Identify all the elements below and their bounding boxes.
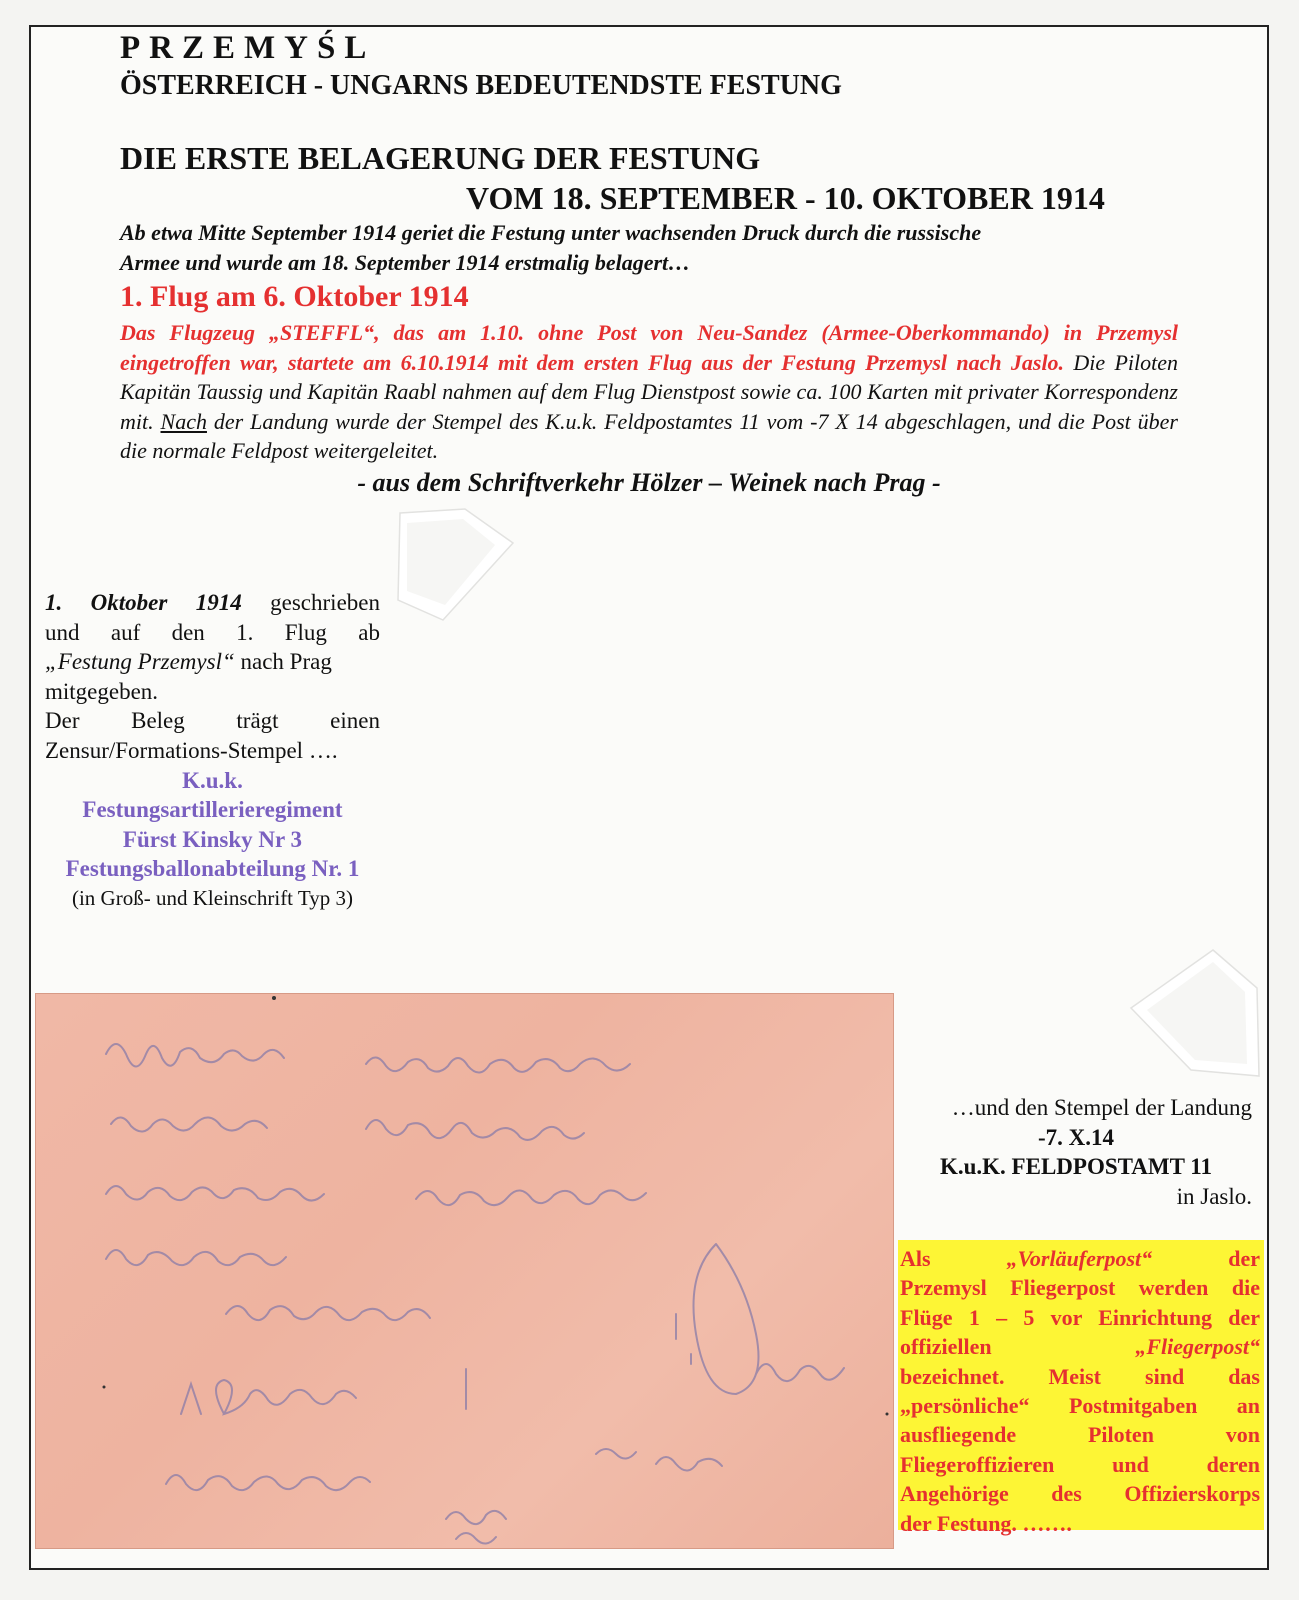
flight-description-underlined: Nach — [160, 408, 207, 434]
flight-heading: 1. Flug am 6. Oktober 1914 — [120, 280, 469, 313]
left-caption-date: 1. Oktober 1914 — [45, 590, 242, 615]
stamp-text-line-4: Festungsballonabteilung Nr. 1 — [65, 856, 360, 882]
note-line-4: offiziellen „Fliegerpost“ — [900, 1334, 1260, 1360]
intro-line-2: Armee und wurde am 18. September 1914 erstmalig belagert… — [120, 250, 691, 275]
left-caption-line-4: mitgegeben. — [45, 678, 159, 704]
note-line-5: bezeichnet. Meist sind das — [900, 1363, 1260, 1389]
page-title: PRZEMYŚL — [120, 30, 376, 66]
page-subtitle: ÖSTERREICH - UNGARNS BEDEUTENDSTE FESTUNG — [120, 70, 842, 101]
left-caption-line-5: Der Beleg trägt einen — [45, 708, 380, 734]
left-caption — [45, 588, 380, 914]
flight-description — [120, 318, 1178, 466]
right-caption-line-2: -7. X.14 — [1037, 1124, 1115, 1150]
stamp-text-line-3: Fürst Kinsky Nr 3 — [122, 826, 303, 852]
highlighted-note — [898, 1240, 1264, 1536]
note-line-1: Als „Vorläuferpost“ der — [900, 1246, 1260, 1271]
photo-corner-mount-top — [395, 505, 515, 625]
note-line-8: Fliegeroffizieren und deren — [900, 1451, 1260, 1477]
note-line-10: der Festung. ……. — [900, 1510, 1072, 1536]
flight-description-before: Die Piloten Kapitän Taussig und Kapitän Raabl nahmen auf dem Flug Dienstpost sowie ca. 100 Karten mit privater Korrespondenz mit. — [120, 349, 1178, 434]
postcard-image — [35, 993, 894, 1549]
note-line-3: Flüge 1 – 5 vor Einrichtung der — [900, 1304, 1260, 1330]
right-caption-line-3: K.u.K. FELDPOSTAMT 11 — [939, 1154, 1212, 1179]
source-line: - aus dem Schriftverkehr Hölzer – Weinek nach Prag - — [357, 468, 941, 497]
stamp-text-line-1: K.u.k. — [182, 767, 243, 793]
note-line-9: Angehörige des Offizierskorps — [900, 1481, 1260, 1507]
note-line-7: ausfliegende Piloten von — [900, 1422, 1260, 1448]
stamp-type-note: (in Groß- und Kleinschrift Typ 3) — [71, 885, 353, 910]
left-caption-line-6: Zensur/Formations-Stempel …. — [45, 737, 338, 763]
photo-corner-mount-bottom — [1127, 948, 1267, 1078]
right-caption — [900, 1093, 1252, 1211]
section-title-2: VOM 18. SEPTEMBER - 10. OKTOBER 1914 — [466, 180, 1105, 216]
section-title-1: DIE ERSTE BELAGERUNG DER FESTUNG — [120, 140, 761, 176]
right-caption-line-1: …und den Stempel der Landung — [951, 1095, 1252, 1120]
note-line-2: Przemysl Fliegerpost werden die — [900, 1275, 1260, 1301]
intro-line-1: Ab etwa Mitte September 1914 geriet die Festung unter wachsenden Druck durch die russische — [120, 220, 982, 245]
flight-description-after: der Landung wurde der Stempel des K.u.k. Feldpostamtes 11 vom -7 X 14 abgeschlagen, und die Post über die normale Feldpost weitergeleitet. — [120, 408, 1178, 463]
left-caption-line-1: 1. Oktober 1914 geschrieben — [45, 590, 380, 615]
intro-text — [120, 218, 1160, 278]
flight-description-red: Das Flugzeug „STEFFL“, das am 1.10. ohne Post von Neu-Sandez (Armee-Oberkommando) in Przemysl eingetroffen war, startete am 6.10.1914 mit dem ersten Flug aus der Festung Przemysl nach Jaslo. — [120, 320, 1178, 375]
note-line-6: „persönliche“ Postmitgaben an — [900, 1393, 1260, 1419]
left-caption-line-3: „Festung Przemysl“ nach Prag — [45, 649, 332, 675]
postcard-handwriting — [36, 994, 893, 1548]
right-caption-line-4: in Jaslo. — [1176, 1183, 1252, 1209]
left-caption-line-2: und auf den 1. Flug ab — [45, 619, 380, 645]
stamp-text-line-2: Festungsartillerieregiment — [82, 797, 343, 823]
